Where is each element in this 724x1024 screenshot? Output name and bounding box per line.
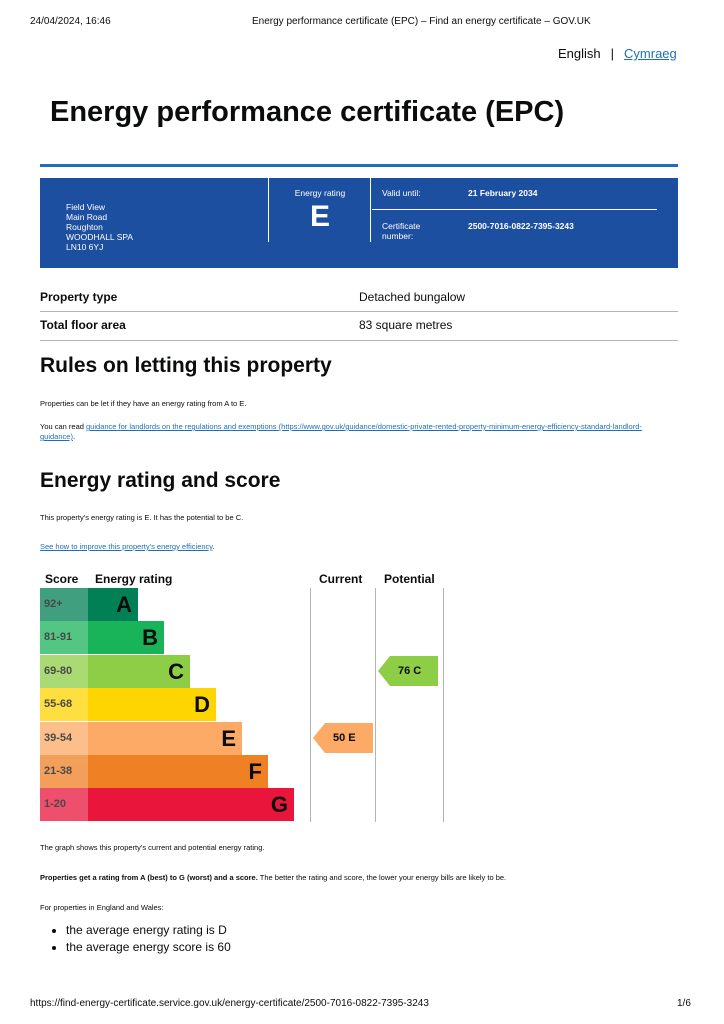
property-address	[66, 202, 133, 252]
panel-row-divider	[372, 209, 657, 210]
guidance-suffix: .	[72, 432, 76, 441]
band-score-range: 39-54	[40, 722, 88, 755]
row-divider	[40, 311, 678, 312]
floor-area-label: Total floor area	[40, 318, 126, 332]
language-separator: |	[610, 46, 615, 61]
panel-divider	[370, 178, 371, 242]
rating-band-d	[40, 688, 216, 721]
rating-band-g	[40, 788, 294, 821]
england-wales-text: For properties in England and Wales:	[40, 903, 164, 912]
average-rating-item: • the average energy rating is D	[66, 922, 231, 939]
property-type-value: Detached bungalow	[359, 290, 466, 304]
valid-until-value: 21 February 2034	[468, 188, 538, 198]
address-line: Field View	[66, 202, 106, 212]
band-score-range: 81-91	[40, 621, 88, 654]
letting-guidance	[40, 422, 670, 442]
graph-caption: The graph shows this property's current and potential energy rating.	[40, 843, 265, 852]
band-bar	[88, 655, 190, 688]
chart-header-potential: Potential	[384, 572, 435, 586]
chart-column-divider	[443, 588, 444, 822]
band-bar	[88, 588, 138, 621]
potential-rating-arrow-label: 76 C	[398, 665, 422, 678]
band-letter: C	[168, 658, 184, 684]
current-rating-arrow	[313, 723, 373, 753]
band-letter: F	[248, 759, 262, 784]
average-score-item: • the average energy score is 60	[66, 939, 231, 956]
panel-divider	[268, 178, 269, 242]
rating-scale-rest: The better the rating and score, the lower your energy bills are likely to be.	[257, 873, 507, 882]
potential-rating-arrow	[378, 656, 438, 686]
certificate-number-label: Certificate number:	[382, 221, 421, 241]
band-letter: G	[270, 792, 288, 818]
valid-until-label: Valid until:	[382, 188, 421, 198]
chart-column-divider	[375, 588, 376, 822]
certificate-number-value: 2500-7016-0822-7395-3243	[468, 221, 574, 231]
band-bar	[88, 788, 294, 821]
address-line: Roughton	[66, 222, 103, 232]
letting-heading: Rules on letting this property	[40, 354, 332, 377]
landlord-guidance-link[interactable]	[40, 422, 642, 441]
rating-band-e	[40, 722, 242, 755]
band-letter: D	[194, 692, 210, 718]
improve-efficiency-line	[40, 542, 215, 551]
band-letter: E	[221, 725, 236, 751]
guidance-prefix: You can read	[40, 422, 87, 431]
row-divider	[40, 340, 678, 341]
band-score-range: 92+	[40, 588, 88, 621]
print-footer-url: https://find-energy-certificate.service.gov.uk/energy-certificate/2500-7016-0822-7395-3243	[30, 998, 429, 1009]
band-bar	[88, 755, 268, 788]
improve-suffix: .	[212, 542, 215, 551]
chart-column-divider	[310, 588, 311, 822]
page-title: Energy performance certificate (EPC)	[50, 96, 565, 128]
rating-scale-bold: Properties get a rating from A (best) to G (worst) and a score.	[40, 873, 258, 882]
print-datetime: 24/04/2024, 16:46	[30, 16, 111, 27]
address-line: LN10 6YJ	[66, 242, 104, 252]
band-score-range: 55-68	[40, 688, 88, 721]
rating-band-c	[40, 655, 190, 688]
energy-rating-text: This property's energy rating is E. It has the potential to be C.	[40, 513, 244, 522]
band-score-range: 69-80	[40, 655, 88, 688]
letting-text: Properties can be let if they have an energy rating from A to E.	[40, 399, 247, 408]
improve-efficiency-link[interactable]: See how to improve this property's energy efficiency	[40, 542, 213, 551]
language-welsh-link[interactable]: Cymraeg	[624, 46, 677, 61]
chart-header-current: Current	[319, 572, 363, 586]
language-switcher	[558, 46, 677, 61]
address-line: WOODHALL SPA	[66, 232, 134, 242]
band-letter: B	[142, 625, 158, 651]
current-rating-arrow-label: 50 E	[333, 732, 356, 745]
epc-summary-panel	[40, 178, 678, 268]
rating-band-a	[40, 588, 138, 621]
band-bar	[88, 688, 216, 721]
rating-scale-text	[40, 873, 506, 882]
average-list	[52, 922, 231, 956]
property-type-label: Property type	[40, 290, 118, 304]
energy-rating-chart	[40, 570, 444, 822]
print-page-number: 1/6	[677, 998, 691, 1009]
title-divider	[40, 164, 678, 167]
print-page-title: Energy performance certificate (EPC) – Find an energy certificate – GOV.UK	[252, 16, 591, 27]
guidance-url: (https://www.gov.uk/guidance/domestic-private-rented-property-minimum-energy-efficiency-standard-landlord-guidance)	[40, 422, 642, 441]
band-letter: A	[116, 592, 132, 617]
rating-band-f	[40, 755, 268, 788]
language-english: English	[558, 46, 601, 61]
floor-area-value: 83 square metres	[359, 318, 453, 332]
guidance-link-text: guidance for landlords on the regulations and exemptions	[86, 422, 277, 431]
band-bar	[88, 621, 164, 654]
band-score-range: 21-38	[40, 755, 88, 788]
chart-header-score: Score	[45, 572, 79, 586]
energy-rating-heading: Energy rating and score	[40, 469, 281, 492]
band-score-range: 1-20	[40, 788, 88, 821]
energy-rating-letter: E	[309, 200, 330, 233]
address-line: Main Road	[66, 212, 108, 222]
rating-band-b	[40, 621, 164, 654]
energy-rating-label: Energy rating	[294, 188, 346, 198]
chart-header-rating: Energy rating	[95, 572, 173, 586]
band-bar	[88, 722, 242, 755]
